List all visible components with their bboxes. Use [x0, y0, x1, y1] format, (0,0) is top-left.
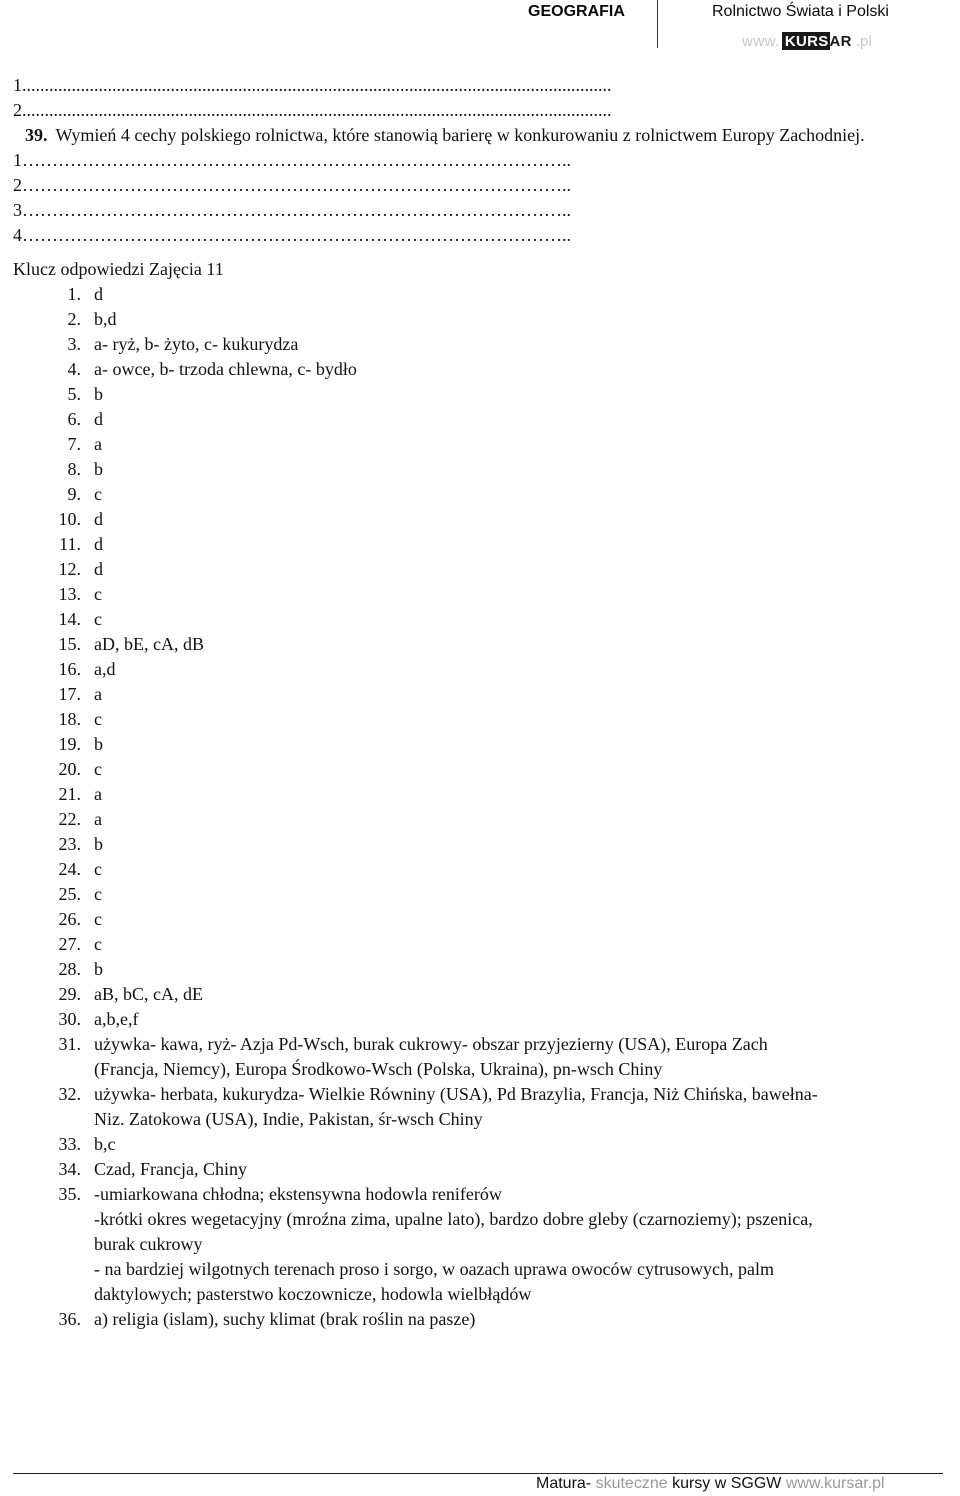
answer-item-25 [13, 882, 943, 907]
answer-number: 11. [59, 534, 81, 554]
answer-key-list [13, 282, 943, 1032]
answer-item-4 [13, 357, 943, 382]
answer-number: 18. [58, 709, 81, 729]
answer-blank-3: 3……………………………………………………………………………….. [13, 200, 571, 220]
answer-text: b [94, 959, 103, 979]
footer-rule [13, 1473, 943, 1474]
answer-number: 6. [67, 409, 81, 429]
answer-line: -krótki okres wegetacyjny (mroźna zima, upalne lato), bardzo dobre gleby (czarnoziemy); pszenica, [94, 1209, 813, 1229]
answer-number: 31. [58, 1034, 81, 1054]
answer-text: b [94, 384, 103, 404]
answer-text: b [94, 459, 103, 479]
answer-text [81, 1032, 943, 1082]
answer-text: c [94, 884, 102, 904]
answer-line: daktylowych; pasterstwo koczownicze, hodowla wielbłądów [94, 1284, 532, 1304]
answer-item-19 [13, 732, 943, 757]
answer-text: a- ryż, b- żyto, c- kukurydza [94, 334, 299, 354]
answer-item-8 [13, 457, 943, 482]
answer-number: 10. [58, 509, 81, 529]
footer-site[interactable]: www.kursar [785, 1475, 868, 1492]
answer-text: c [94, 759, 102, 779]
answer-number: 13. [58, 584, 81, 604]
answer-item-22 [13, 807, 943, 832]
answer-item-35 [13, 1182, 943, 1307]
question-39 [13, 123, 943, 148]
answer-text: d [94, 559, 103, 579]
page-header [0, 0, 960, 60]
answer-text: a,d [94, 659, 116, 679]
kursar-logo [742, 30, 872, 52]
logo-brand-dark: KURS [782, 32, 830, 50]
answer-number: 32. [58, 1084, 81, 1104]
answer-item-24 [13, 857, 943, 882]
answer-line: używka- kawa, ryż- Azja Pd-Wsch, burak cukrowy- obszar przyjezierny (USA), Europa Zach [94, 1034, 768, 1054]
answer-number: 19. [58, 734, 81, 754]
answer-item-6 [13, 407, 943, 432]
answer-number: 14. [58, 609, 81, 629]
answer-number: 16. [58, 659, 81, 679]
footer-text-3: kursy w SGGW [667, 1475, 786, 1492]
answer-text: b,c [94, 1134, 116, 1154]
answer-line: (Francja, Niemcy), Europa Środkowo-Wsch (Polska, Ukraina), pn-wsch Chiny [94, 1059, 663, 1079]
answer-number: 2. [67, 309, 81, 329]
answer-text: d [94, 409, 103, 429]
answer-number: 23. [58, 834, 81, 854]
answer-item-33 [13, 1132, 943, 1157]
answer-text: Czad, Francja, Chiny [94, 1159, 247, 1179]
answer-text: a,b,e,f [94, 1009, 139, 1029]
answer-item-15 [13, 632, 943, 657]
answer-item-31 [13, 1032, 943, 1082]
answer-line: - na bardziej wilgotnych terenach proso i sorgo, w oazach uprawa owoców cytrusowych, palm [94, 1259, 774, 1279]
logo-tld: .pl [855, 32, 872, 50]
answer-number: 9. [67, 484, 81, 504]
answer-number: 20. [58, 759, 81, 779]
answer-blank-4: 4……………………………………………………………………………….. [13, 225, 571, 245]
answer-item-32 [13, 1082, 943, 1132]
answer-line: burak cukrowy [94, 1234, 203, 1254]
logo-www: www. [742, 32, 780, 50]
answer-number: 25. [58, 884, 81, 904]
answer-item-26 [13, 907, 943, 932]
answer-number: 36. [58, 1309, 81, 1329]
answer-text [81, 1182, 943, 1307]
answer-text: d [94, 284, 103, 304]
answer-item-23 [13, 832, 943, 857]
answer-text: c [94, 934, 102, 954]
answer-text: a [94, 784, 102, 804]
answer-item-14 [13, 607, 943, 632]
answer-number: 8. [67, 459, 81, 479]
logo-brand-light: AR [829, 33, 852, 50]
answer-number: 29. [58, 984, 81, 1004]
answer-text: a [94, 434, 102, 454]
answer-text: b,d [94, 309, 117, 329]
answer-text: c [94, 484, 102, 504]
answer-number: 1. [67, 284, 81, 304]
footer-text-1: Matura- [536, 1475, 596, 1492]
answer-item-20 [13, 757, 943, 782]
header-subject: GEOGRAFIA [528, 3, 625, 20]
footer-text-2: skuteczne [595, 1475, 668, 1492]
answer-line: -umiarkowana chłodna; ekstensywna hodowla reniferów [94, 1184, 502, 1204]
answer-number: 12. [58, 559, 81, 579]
answer-number: 30. [58, 1009, 81, 1029]
answer-item-12 [13, 557, 943, 582]
answer-item-21 [13, 782, 943, 807]
answer-text: aB, bC, cA, dE [94, 984, 203, 1004]
answer-line: używka- herbata, kukurydza- Wielkie Równiny (USA), Pd Brazylia, Francja, Niż Chińska, bawełna- [94, 1084, 818, 1104]
answer-number: 33. [58, 1134, 81, 1154]
answer-text: b [94, 734, 103, 754]
answer-number: 28. [58, 959, 81, 979]
answer-item-13 [13, 582, 943, 607]
answer-item-29 [13, 982, 943, 1007]
answer-text: b [94, 834, 103, 854]
answer-number: 24. [58, 859, 81, 879]
answer-text: c [94, 584, 102, 604]
answer-item-7 [13, 432, 943, 457]
header-topic: Rolnictwo Świata i Polski [712, 3, 889, 20]
answer-item-11 [13, 532, 943, 557]
answer-number: 5. [67, 384, 81, 404]
page-content [13, 73, 943, 1332]
footer-site-tld[interactable]: .pl [867, 1475, 885, 1492]
answer-item-2 [13, 307, 943, 332]
answer-number: 15. [58, 634, 81, 654]
answer-number: 35. [58, 1184, 81, 1204]
answer-number: 21. [58, 784, 81, 804]
answer-number: 22. [58, 809, 81, 829]
answer-text: aD, bE, cA, dB [94, 634, 204, 654]
answer-text: d [94, 509, 103, 529]
answer-blank-1: 1……………………………………………………………………………….. [13, 150, 571, 170]
answer-number: 17. [58, 684, 81, 704]
answer-blank-2: 2……………………………………………………………………………….. [13, 175, 571, 195]
answer-text: d [94, 534, 103, 554]
answer-number: 4. [67, 359, 81, 379]
answer-number: 34. [58, 1159, 81, 1179]
header-divider [657, 0, 658, 48]
answer-item-9 [13, 482, 943, 507]
answer-item-30 [13, 1007, 943, 1032]
answer-text: c [94, 709, 102, 729]
logo-brand [782, 32, 854, 50]
answer-item-34 [13, 1157, 943, 1182]
answer-number: 26. [58, 909, 81, 929]
answer-item-16 [13, 657, 943, 682]
answer-number: 27. [58, 934, 81, 954]
answer-number: 3. [67, 334, 81, 354]
answer-text: a) religia (islam), suchy klimat (brak roślin na pasze) [94, 1309, 476, 1329]
blank-line-1: 1................................................................................................................................... [13, 75, 612, 95]
answer-key-title: Klucz odpowiedzi Zajęcia 11 [13, 259, 224, 279]
blank-line-2: 2................................................................................................................................... [13, 100, 612, 120]
answer-text: a- owce, b- trzoda chlewna, c- bydło [94, 359, 357, 379]
answer-item-18 [13, 707, 943, 732]
answer-item-36 [13, 1307, 943, 1332]
answer-text [81, 1082, 943, 1132]
answer-text: c [94, 859, 102, 879]
answer-number: 7. [67, 434, 81, 454]
answer-item-5 [13, 382, 943, 407]
answer-item-1 [13, 282, 943, 307]
answer-line: Niz. Zatokowa (USA), Indie, Pakistan, śr-wsch Chiny [94, 1109, 483, 1129]
answer-item-17 [13, 682, 943, 707]
answer-key-long-list [13, 1032, 943, 1332]
answer-text: c [94, 609, 102, 629]
answer-item-28 [13, 957, 943, 982]
question-text: Wymień 4 cechy polskiego rolnictwa, które stanowią barierę w konkurowaniu z rolnictwem Europy Zachodniej. [55, 125, 865, 145]
question-number: 39. [25, 125, 48, 145]
answer-text: c [94, 909, 102, 929]
answer-text: a [94, 684, 102, 704]
page-footer [536, 1475, 885, 1493]
answer-item-3 [13, 332, 943, 357]
answer-item-10 [13, 507, 943, 532]
answer-item-27 [13, 932, 943, 957]
answer-text: a [94, 809, 102, 829]
